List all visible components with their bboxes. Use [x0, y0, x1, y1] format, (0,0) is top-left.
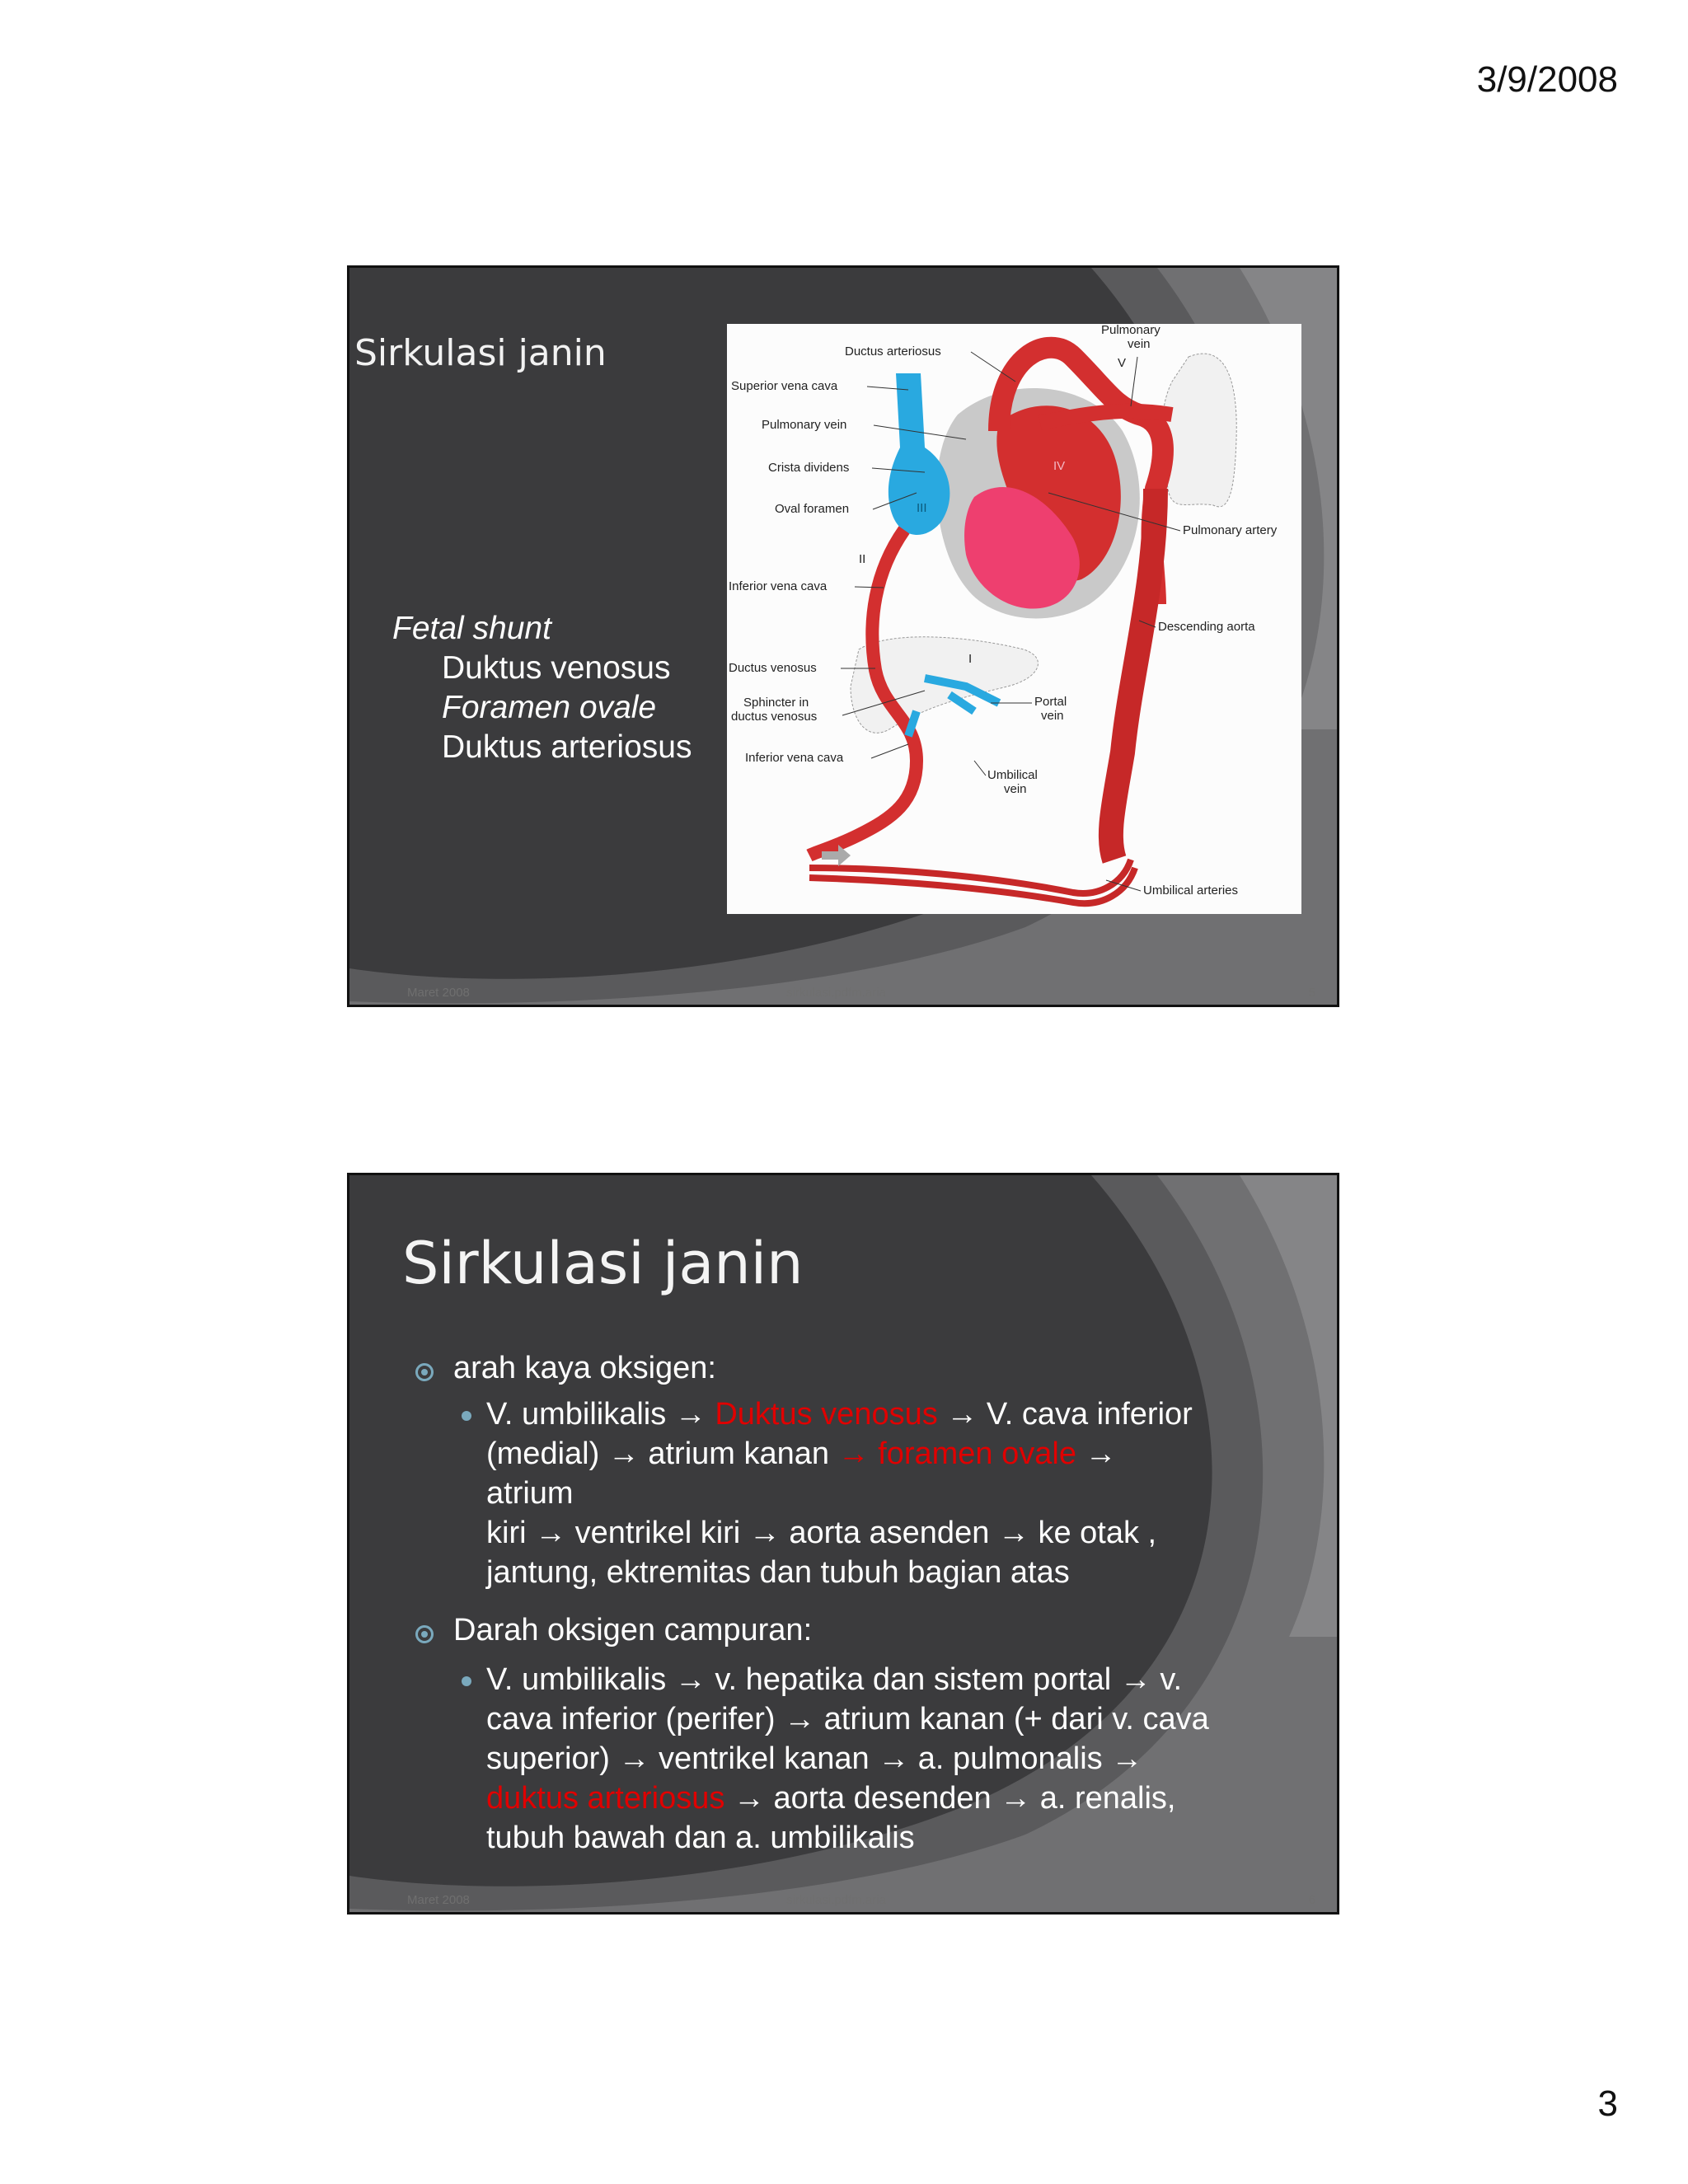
label-ductus-venosus: Ductus venosus [729, 661, 817, 675]
text-line: tubuh bawah dan a. umbilikalis [486, 1821, 915, 1855]
highlight-duktus-arteriosus: duktus arteriosus [486, 1781, 725, 1816]
text-span: → atrium [486, 1436, 1117, 1511]
label-roman-3: III [917, 501, 927, 515]
label-superior-vena-cava: Superior vena cava [731, 379, 838, 393]
sub-bullet-rich-oxygen [486, 1394, 1212, 1592]
label-umbilical-vein: Umbilical [987, 768, 1038, 782]
text-span: → V. cava inferior [937, 1397, 1193, 1432]
text-line: superior) → ventrikel kanan → a. pulmonalis → [486, 1741, 1143, 1776]
label-sphincter-2: ductus venosus [731, 710, 818, 724]
text-line: jantung, ektremitas dan tubuh bagian atas [486, 1555, 1070, 1590]
fetal-shunt-list [392, 609, 692, 767]
label-pulmonary-vein: Pulmonary vein [762, 418, 847, 432]
bullet-mixed-oxygen: Darah oksigen campuran: [453, 1613, 813, 1647]
label-pulmonary-vein-top: Pulmonary [1101, 324, 1160, 337]
footer-slide-number: 5 [1308, 986, 1315, 1000]
label-ductus-arteriosus: Ductus arteriosus [845, 344, 941, 359]
lung-shape [1162, 354, 1236, 507]
text-line: cava inferior (perifer) → atrium kanan (+ dari v. cava [486, 1702, 1209, 1736]
label-pulmonary-artery: Pulmonary artery [1183, 523, 1278, 537]
label-inferior-vena-cava: Inferior vena cava [729, 579, 828, 593]
fetal-shunt-item: Foramen ovale [442, 690, 657, 725]
label-portal-vein-2: vein [1041, 709, 1064, 723]
target-bullet-icon [415, 1363, 434, 1381]
label-roman-5: V [1118, 356, 1127, 370]
sub-bullet-mixed-oxygen [486, 1660, 1212, 1858]
label-roman-2: II [859, 552, 866, 566]
target-bullet-icon [415, 1625, 434, 1643]
text-line: kiri → ventrikel kiri → aorta asenden → ke otak , [486, 1516, 1157, 1550]
text-span: V. umbilikalis → [486, 1397, 715, 1432]
page-number: 3 [1597, 2083, 1618, 2124]
slide-title: Sirkulasi janin [402, 1230, 804, 1297]
label-portal-vein: Portal [1034, 695, 1067, 709]
label-umbilical-arteries: Umbilical arteries [1143, 883, 1239, 898]
label-umbilical-vein-2: vein [1004, 782, 1027, 796]
label-oval-foramen: Oval foramen [775, 502, 850, 516]
text-span: (medial) → atrium kanan [486, 1436, 838, 1471]
fetal-circulation-diagram [727, 324, 1301, 914]
text-line: V. umbilikalis → v. hepatika dan sistem portal → v. [486, 1662, 1183, 1697]
label-sphincter: Sphincter in [743, 696, 809, 710]
label-crista-dividens: Crista dividens [768, 461, 850, 475]
highlight-duktus-venosus: Duktus venosus [715, 1397, 938, 1432]
footer-date: Maret 2008 [407, 1893, 470, 1907]
label-roman-4: IV [1053, 459, 1066, 473]
fetal-shunt-item: Duktus arteriosus [442, 729, 692, 765]
page-date: 3/9/2008 [1476, 59, 1618, 100]
bullet-rich-oxygen: arah kaya oksigen: [453, 1351, 716, 1385]
footer-date: Maret 2008 [407, 986, 470, 1000]
highlight-foramen-ovale: → foramen ovale [837, 1436, 1076, 1471]
text-span: → aorta desenden → a. renalis, [724, 1781, 1176, 1816]
slide-title: Sirkulasi janin [354, 332, 607, 374]
footer-slide-number: 6 [1308, 1893, 1315, 1907]
label-descending-aorta: Descending aorta [1158, 620, 1255, 634]
fetal-shunt-heading: Fetal shunt [392, 611, 551, 646]
footer-filename: sirkulasi.pdfm.aria [786, 986, 886, 1000]
label-roman-1: I [968, 652, 973, 666]
slide-5 [347, 265, 1339, 1007]
dot-bullet-icon [462, 1411, 471, 1421]
label-inferior-vena-cava-2: Inferior vena cava [745, 751, 844, 765]
label-pulmonary-vein-top-2: vein [1128, 337, 1151, 351]
slide-6 [347, 1173, 1339, 1915]
footer-filename: sirkulasi.pdfm.aria [786, 1893, 886, 1907]
dot-bullet-icon [462, 1676, 471, 1686]
fetal-shunt-item: Duktus venosus [442, 650, 671, 686]
